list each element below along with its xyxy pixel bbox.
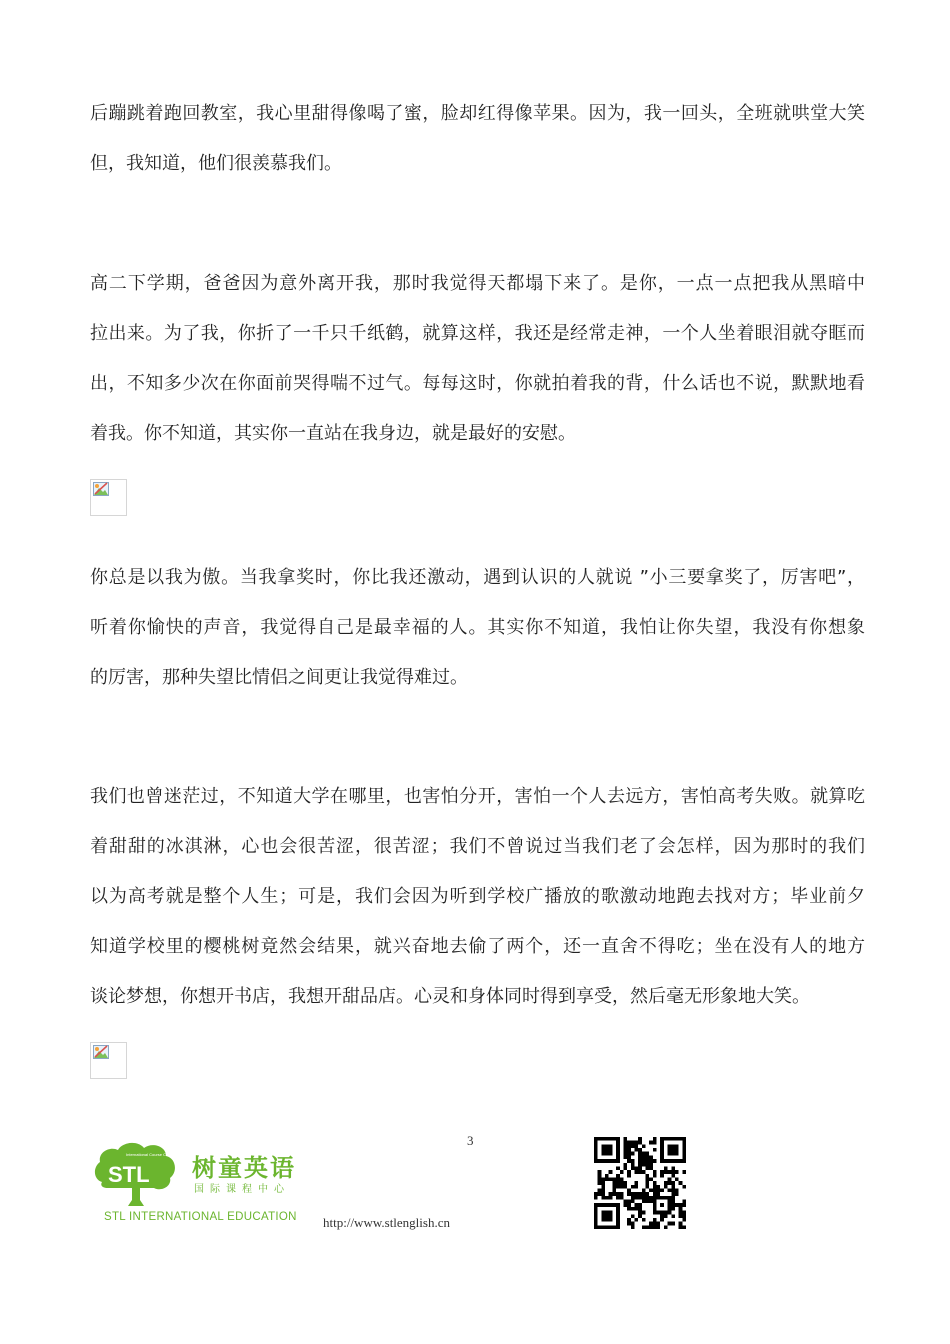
qr-module [653,1148,657,1152]
qr-module [671,1166,675,1170]
qr-module [627,1218,631,1222]
qr-module [627,1152,631,1156]
qr-module [660,1174,664,1178]
qr-module [601,1144,612,1155]
qr-module [642,1189,646,1193]
qr-module [605,1174,609,1178]
broken-image-icon [90,1042,127,1079]
qr-module [642,1159,646,1163]
qr-module [601,1177,605,1181]
paragraph-line: 我们也曾迷茫过，不知道大学在哪里，也害怕分开，害怕一个人去远方，害怕高考失败。就算吃 [90,786,865,807]
qr-module [623,1185,627,1189]
qr-module [627,1174,631,1178]
qr-module [638,1141,642,1145]
qr-module [612,1177,616,1181]
qr-module [642,1144,646,1148]
qr-module [664,1181,668,1185]
qr-module [638,1166,642,1170]
qr-module [675,1177,679,1181]
qr-module [598,1170,602,1174]
qr-module [682,1185,686,1189]
qr-module [638,1196,642,1200]
qr-module [657,1192,661,1196]
qr-module [649,1155,653,1159]
qr-module [675,1189,679,1193]
qr-module [646,1181,650,1185]
tree-logo-icon [92,1140,192,1210]
qr-module [664,1214,668,1218]
qr-module [601,1192,605,1196]
qr-module [598,1174,602,1178]
paragraph-line: 谈论梦想，你想开书店，我想开甜品店。心灵和身体同时得到享受，然后毫无形象地大笑。 [90,986,810,1007]
qr-module [631,1225,635,1229]
qr-module [642,1225,646,1229]
qr-module [653,1222,657,1226]
qr-module [623,1181,627,1185]
qr-module [671,1185,675,1189]
qr-module [638,1214,642,1218]
paragraph-line: 高二下学期，爸爸因为意外离开我，那时我觉得天都塌下来了。是你，一点一点把我从黑暗中 [90,273,865,294]
qr-module [671,1174,675,1178]
qr-module [631,1185,635,1189]
qr-module [627,1144,631,1148]
qr-module [598,1177,602,1181]
qr-module [664,1185,668,1189]
qr-module [620,1192,624,1196]
qr-module [623,1203,627,1207]
broken-image-icon [90,479,127,516]
qr-module [638,1159,642,1163]
qr-module [623,1141,627,1145]
qr-module [675,1203,679,1207]
qr-module [653,1159,657,1163]
paragraph-3 [90,553,865,703]
qr-module [642,1155,646,1159]
qr-module [609,1196,613,1200]
qr-module [620,1196,624,1200]
stl-logo [92,1140,302,1230]
qr-module [671,1222,675,1226]
qr-module [671,1196,675,1200]
qr-module [646,1174,650,1178]
qr-module [627,1200,631,1204]
qr-module [679,1207,683,1211]
qr-module [668,1181,672,1185]
qr-module [594,1196,598,1200]
qr-module [601,1181,605,1185]
qr-module [627,1159,631,1163]
qr-module [682,1218,686,1222]
qr-module [660,1214,664,1218]
qr-module [638,1203,642,1207]
qr-module [634,1144,638,1148]
qr-module [634,1166,638,1170]
qr-module [620,1181,624,1185]
qr-module [598,1181,602,1185]
paragraph-line: 拉出来。为了我，你折了一千只千纸鹤，就算这样，我还是经常走神，一个人坐着眼泪就夺眶而 [90,323,865,344]
qr-module [601,1185,605,1189]
qr-module [601,1189,605,1193]
qr-module [646,1200,650,1204]
qr-module [609,1177,613,1181]
qr-module [682,1200,686,1204]
qr-module [664,1166,668,1170]
qr-module [620,1170,624,1174]
qr-module [668,1170,672,1174]
qr-module [657,1189,661,1193]
qr-module [682,1211,686,1215]
qr-module [627,1170,631,1174]
qr-module [638,1148,642,1152]
qr-module [627,1189,631,1193]
paragraph-line: 听着你愉快的声音，我觉得自己是最幸福的人。其实你不知道，我怕让你失望，我没有你想象 [90,617,865,638]
qr-module [649,1141,653,1145]
qr-module [653,1170,657,1174]
qr-module [601,1211,612,1222]
qr-module [594,1192,598,1196]
qr-module [671,1192,675,1196]
qr-module [649,1225,653,1229]
qr-module [664,1170,668,1174]
logo-name-en: STL INTERNATIONAL EDUCATION [104,1211,297,1223]
qr-module [675,1170,679,1174]
logo-name-cn: 树童英语 [192,1154,296,1182]
qr-module [671,1203,675,1207]
qr-module [605,1177,609,1181]
qr-module [679,1181,683,1185]
qr-module [623,1166,627,1170]
paragraph-4 [90,772,865,1022]
qr-module [668,1189,672,1193]
qr-module [657,1225,661,1229]
qr-module [634,1203,638,1207]
qr-module [642,1200,646,1204]
qr-module [679,1214,683,1218]
qr-module [623,1155,627,1159]
qr-module [642,1152,646,1156]
qr-module [653,1181,657,1185]
qr-module [671,1181,675,1185]
qr-module [638,1152,642,1156]
qr-module [646,1159,650,1163]
qr-module [631,1214,635,1218]
qr-module [616,1185,620,1189]
qr-module [627,1207,631,1211]
qr-module [598,1189,602,1193]
qr-module [623,1137,627,1141]
qr-module [646,1155,650,1159]
qr-module [609,1192,613,1196]
paragraph-line: 知道学校里的樱桃树竟然会结果，就兴奋地去偷了两个，还一直舍不得吃；坐在没有人的地方 [90,936,865,957]
qr-module [634,1192,638,1196]
qr-module [649,1200,653,1204]
qr-module [653,1137,657,1141]
qr-module [657,1185,661,1189]
qr-module [682,1203,686,1207]
qr-module [601,1196,605,1200]
qr-module [638,1211,642,1215]
paragraph-2 [90,259,865,459]
qr-module [638,1207,642,1211]
qr-module [646,1166,650,1170]
qr-module [642,1211,646,1215]
qr-module [616,1174,620,1178]
qr-module [631,1152,635,1156]
qr-module [646,1152,650,1156]
qr-module [627,1141,631,1145]
qr-module [671,1189,675,1193]
qr-module [598,1192,602,1196]
qr-module [653,1189,657,1193]
qr-module [638,1137,642,1141]
paragraph-line: 以为高考就是整个人生；可是，我们会因为听到学校广播放的歌激动地跑去找对方；毕业前夕 [90,886,865,907]
qr-module [634,1196,638,1200]
paragraph-1 [90,89,865,189]
qr-module [653,1141,657,1145]
qr-module [649,1196,653,1200]
qr-module [682,1170,686,1174]
qr-module [612,1181,616,1185]
qr-module [671,1214,675,1218]
qr-module [631,1166,635,1170]
website-url: http://www.stlenglish.cn [323,1215,450,1230]
qr-module [668,1222,672,1226]
qr-module [634,1148,638,1152]
paragraph-line: 后蹦跳着跑回教室，我心里甜得像喝了蜜，脸却红得像苹果。因为，我一回头，全班就哄堂大笑 [90,103,865,124]
qr-module [634,1218,638,1222]
qr-module [682,1225,686,1229]
qr-module [634,1141,638,1145]
qr-module [616,1166,620,1170]
qr-module [679,1203,683,1207]
qr-module [612,1192,616,1196]
qr-module [671,1200,675,1204]
qr-module [627,1203,631,1207]
qr-module [664,1225,668,1229]
qr-module [616,1196,620,1200]
qr-module [660,1218,664,1222]
qr-module [623,1148,627,1152]
qr-module [634,1181,638,1185]
qr-module [653,1174,657,1178]
qr-module [668,1177,672,1181]
qr-module [623,1152,627,1156]
qr-module [620,1185,624,1189]
qr-module [631,1141,635,1145]
qr-module [679,1211,683,1215]
qr-module [634,1170,638,1174]
qr-module [646,1192,650,1196]
qr-module [660,1170,664,1174]
qr-module [671,1207,675,1211]
qr-module [646,1177,650,1181]
qr-code [594,1137,686,1229]
qr-module [634,1185,638,1189]
qr-module [623,1200,627,1204]
qr-module [649,1177,653,1181]
qr-module [642,1170,646,1174]
qr-module [631,1200,635,1204]
qr-module [642,1196,646,1200]
qr-module [638,1192,642,1196]
qr-module [657,1222,661,1226]
qr-module [646,1225,650,1229]
image-placeholder-glyph [93,482,109,496]
qr-module [631,1163,635,1167]
qr-module [653,1185,657,1189]
qr-module [634,1207,638,1211]
qr-module [668,1144,679,1155]
qr-module [638,1170,642,1174]
qr-module [682,1214,686,1218]
qr-module [627,1192,631,1196]
qr-module [638,1163,642,1167]
qr-module [627,1155,631,1159]
qr-module [638,1155,642,1159]
qr-module [609,1170,613,1174]
qr-module [653,1192,657,1196]
qr-module [620,1177,624,1181]
qr-module [627,1222,631,1226]
qr-module [649,1159,653,1163]
qr-module [623,1163,627,1167]
qr-module [646,1163,650,1167]
paragraph-line: 你总是以我为傲。当我拿奖时，你比我还激动，遇到认识的人就说 ”小三要拿奖了，厉害吧”， [90,567,865,588]
qr-module [631,1144,635,1148]
qr-module [616,1192,620,1196]
qr-module [616,1181,620,1185]
paragraph-line: 出，不知多少次在你面前哭得喘不过气。每每这时，你就拍着我的背，什么话也不说，默默地看 [90,373,865,394]
qr-module [642,1192,646,1196]
qr-module [660,1203,664,1207]
qr-module [653,1225,657,1229]
qr-module [631,1159,635,1163]
paragraph-line: 着甜甜的冰淇淋，心也会很苦涩，很苦涩；我们不曾说过当我们老了会怎样，因为那时的我们 [90,836,865,857]
qr-module [675,1192,679,1196]
qr-module [612,1189,616,1193]
page-number: 3 [467,1133,474,1148]
logo-subtitle-cn: 国际课程中心 [194,1184,290,1195]
qr-module [631,1222,635,1226]
qr-module [616,1177,620,1181]
logo-mark-text: STL [108,1162,150,1187]
qr-module [649,1222,653,1226]
qr-module [649,1189,653,1193]
qr-module [612,1185,616,1189]
qr-module [642,1163,646,1167]
qr-module [646,1185,650,1189]
qr-module [649,1166,653,1170]
qr-module [605,1196,609,1200]
qr-module [631,1192,635,1196]
qr-module [627,1148,631,1152]
qr-module [660,1189,664,1193]
qr-module [642,1218,646,1222]
qr-module [679,1222,683,1226]
image-placeholder-glyph [93,1045,109,1059]
qr-module [649,1163,653,1167]
qr-module [631,1207,635,1211]
qr-module [646,1196,650,1200]
qr-module [679,1225,683,1229]
paragraph-line: 的厉害，那种失望比情侣之间更让我觉得难过。 [90,667,468,688]
paragraph-line: 着我。你不知道，其实你一直站在我身边，就是最好的安慰。 [90,423,576,444]
qr-module [653,1218,657,1222]
qr-module [623,1144,627,1148]
paragraph-line: 但，我知道，他们很羡慕我们。 [90,153,342,174]
qr-module [671,1170,675,1174]
logo-mark-caption: International Course Centre [126,1152,176,1157]
qr-module [631,1196,635,1200]
